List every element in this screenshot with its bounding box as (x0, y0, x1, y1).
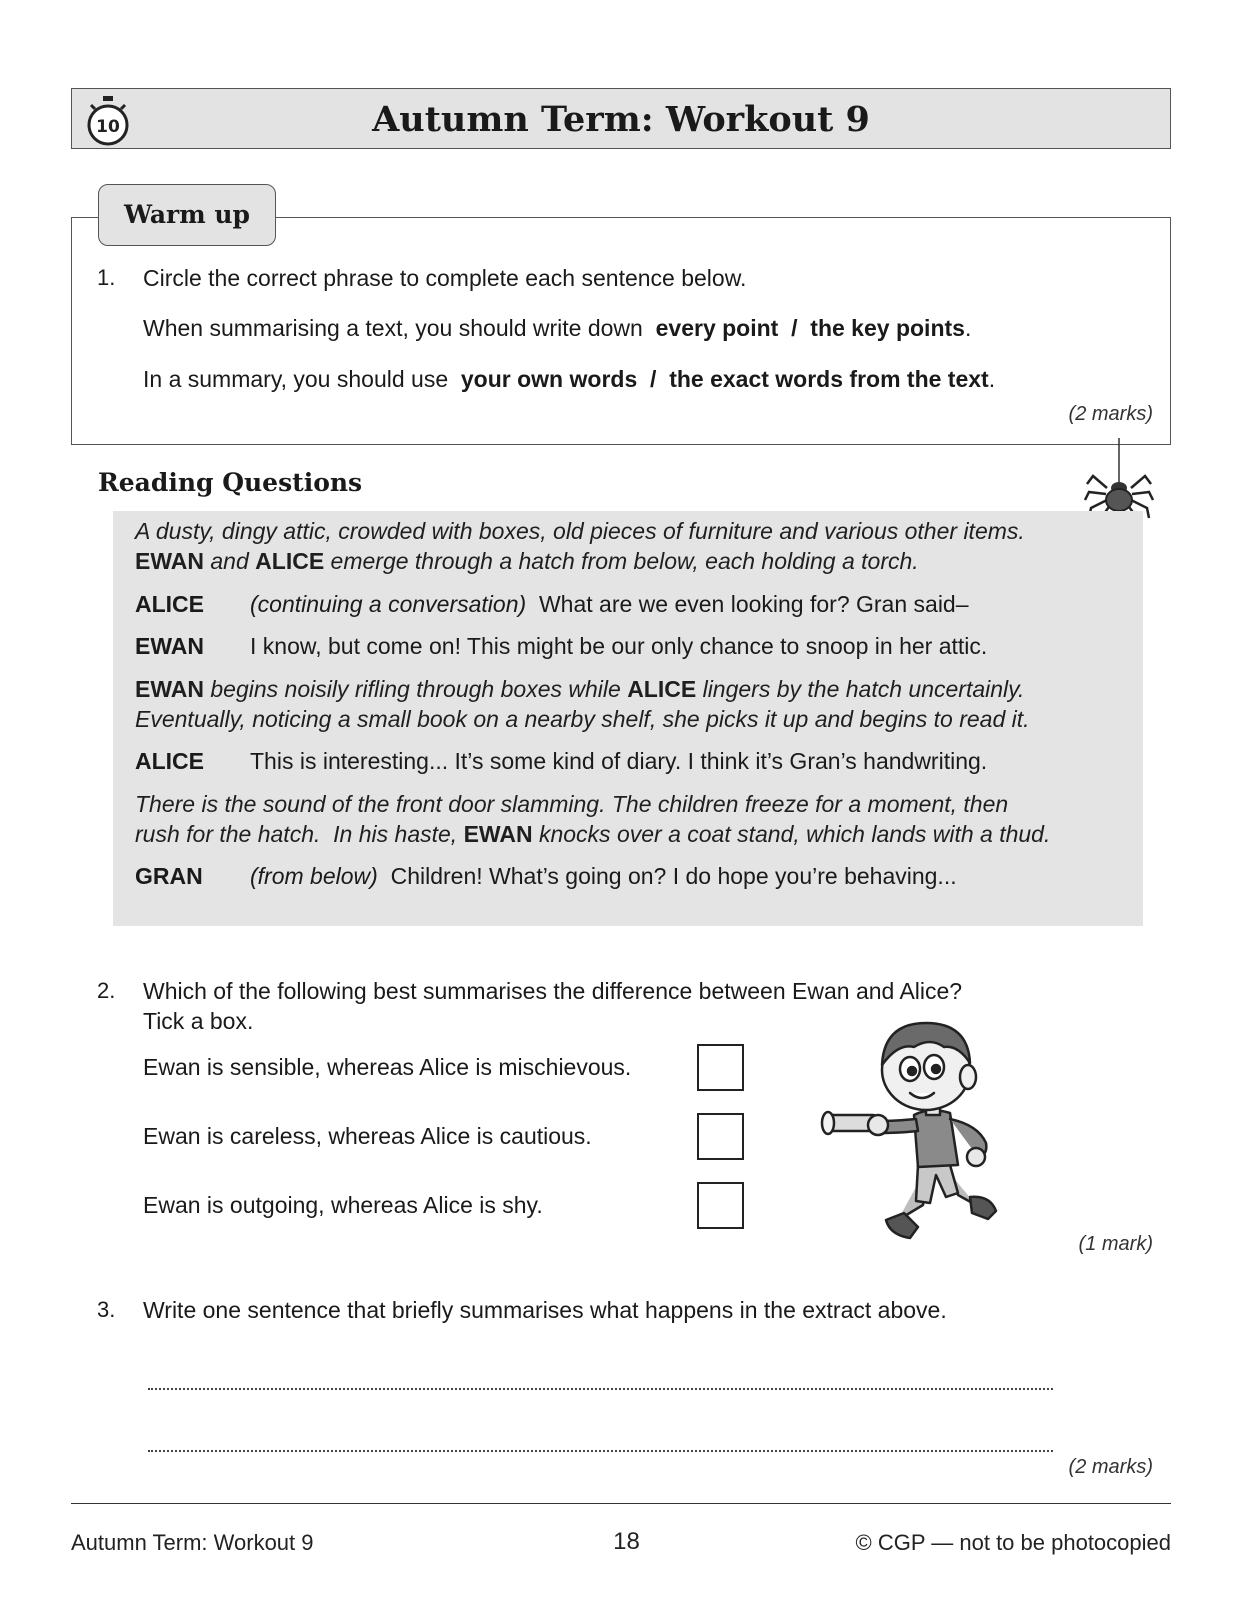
tick-box-option-2[interactable] (697, 1113, 744, 1160)
stage-direction: (continuing a conversation) (250, 591, 527, 617)
option-label: Ewan is sensible, whereas Alice is mischievous. (143, 1054, 632, 1080)
stopwatch-label: 10 (96, 117, 120, 137)
tick-box-option-3[interactable] (697, 1182, 744, 1229)
sentence-2-option-b[interactable]: the exact words from the text (669, 366, 989, 392)
question-number: 3. (97, 1297, 116, 1322)
sentence-1-option-a[interactable]: every point (655, 315, 779, 341)
boy-with-torch-illustration (818, 1015, 1028, 1250)
stage-text: begins noisily rifling through boxes while (204, 676, 628, 702)
answer-line-2[interactable] (148, 1450, 1053, 1452)
dialogue-line (250, 861, 957, 891)
dialogue-line (250, 589, 969, 619)
sentence-2-prefix: In a summary, you should use (143, 366, 449, 392)
option-label: Ewan is outgoing, whereas Alice is shy. (143, 1192, 543, 1218)
warm-up-tab: Warm up (98, 184, 276, 246)
question-2-text-line-1: Which of the following best summarises the difference between Ewan and Alice? (143, 978, 963, 1004)
question-2-marks: (1 mark) (1078, 1233, 1153, 1255)
sentence-1-prefix: When summarising a text, you should write down (143, 315, 643, 341)
question-number: 1. (97, 265, 116, 290)
speaker-name: EWAN (135, 633, 204, 659)
footer-divider (71, 1503, 1171, 1504)
stage-direction: (from below) (250, 863, 378, 889)
option-label: Ewan is careless, whereas Alice is cautious. (143, 1123, 592, 1149)
stage-text: knocks over a coat stand, which lands with a thud. (532, 821, 1051, 847)
character-name: EWAN (135, 548, 204, 574)
stage-direction (135, 546, 919, 576)
character-name: ALICE (255, 548, 325, 574)
stage-direction: There is the sound of the front door slamming. The children freeze for a moment, then (135, 791, 1009, 817)
sentence-2-option-a[interactable]: your own words (460, 366, 638, 392)
speaker-name: ALICE (135, 591, 204, 617)
page-number: 18 (613, 1528, 640, 1555)
stage-direction: Eventually, noticing a small book on a nearby shelf, she picks it up and begins to read it. (135, 706, 1030, 732)
question-3-text: Write one sentence that briefly summarises what happens in the extract above. (143, 1297, 947, 1323)
footer-section-title: Autumn Term: Workout 9 (71, 1530, 314, 1555)
tick-box-option-1[interactable] (697, 1044, 744, 1091)
title-bar (71, 88, 1171, 149)
stage-direction: A dusty, dingy attic, crowded with boxes, old pieces of furniture and various other items. (135, 518, 1025, 544)
page-title: Autumn Term: Workout 9 (372, 99, 870, 140)
sentence-1-suffix: . (964, 315, 972, 341)
speaker-name: GRAN (135, 863, 203, 889)
question-number: 2. (97, 978, 116, 1003)
stage-text: and (204, 548, 256, 574)
script-extract-panel (113, 511, 1143, 926)
question-1-instruction: Circle the correct phrase to complete each sentence below. (143, 265, 747, 291)
stage-text: lingers by the hatch uncertainly. (696, 676, 1025, 702)
question-3-marks: (2 marks) (1068, 1456, 1153, 1478)
sentence-1-option-b[interactable]: the key points (810, 315, 965, 341)
question-1-sentence-1 (143, 313, 971, 343)
stage-text: rush for the hatch. In his haste, (135, 821, 464, 847)
character-name: ALICE (627, 676, 697, 702)
stage-direction (135, 819, 1050, 849)
answer-line-1[interactable] (148, 1388, 1053, 1390)
footer-copyright: © CGP — not to be photocopied (855, 1530, 1171, 1555)
dialogue-line: I know, but come on! This might be our only chance to snoop in her attic. (250, 633, 988, 659)
sentence-2-separator: / (650, 366, 657, 392)
reading-questions-heading: Reading Questions (98, 468, 363, 497)
question-2-text-line-2: Tick a box. (143, 1008, 254, 1034)
dialogue-text: What are we even looking for? Gran said– (538, 591, 969, 617)
sentence-1-separator: / (791, 315, 798, 341)
dialogue-line: This is interesting... It’s some kind of diary. I think it’s Gran’s handwriting. (250, 748, 988, 774)
sentence-2-suffix: . (988, 366, 996, 392)
stage-text: emerge through a hatch from below, each holding a torch. (324, 548, 919, 574)
character-name: EWAN (135, 676, 204, 702)
stage-direction (135, 674, 1024, 704)
speaker-name: ALICE (135, 748, 204, 774)
dialogue-text: Children! What’s going on? I do hope you’re behaving... (390, 863, 957, 889)
character-name: EWAN (463, 821, 533, 847)
question-1-marks: (2 marks) (1068, 403, 1153, 425)
question-1-sentence-2 (143, 364, 995, 394)
